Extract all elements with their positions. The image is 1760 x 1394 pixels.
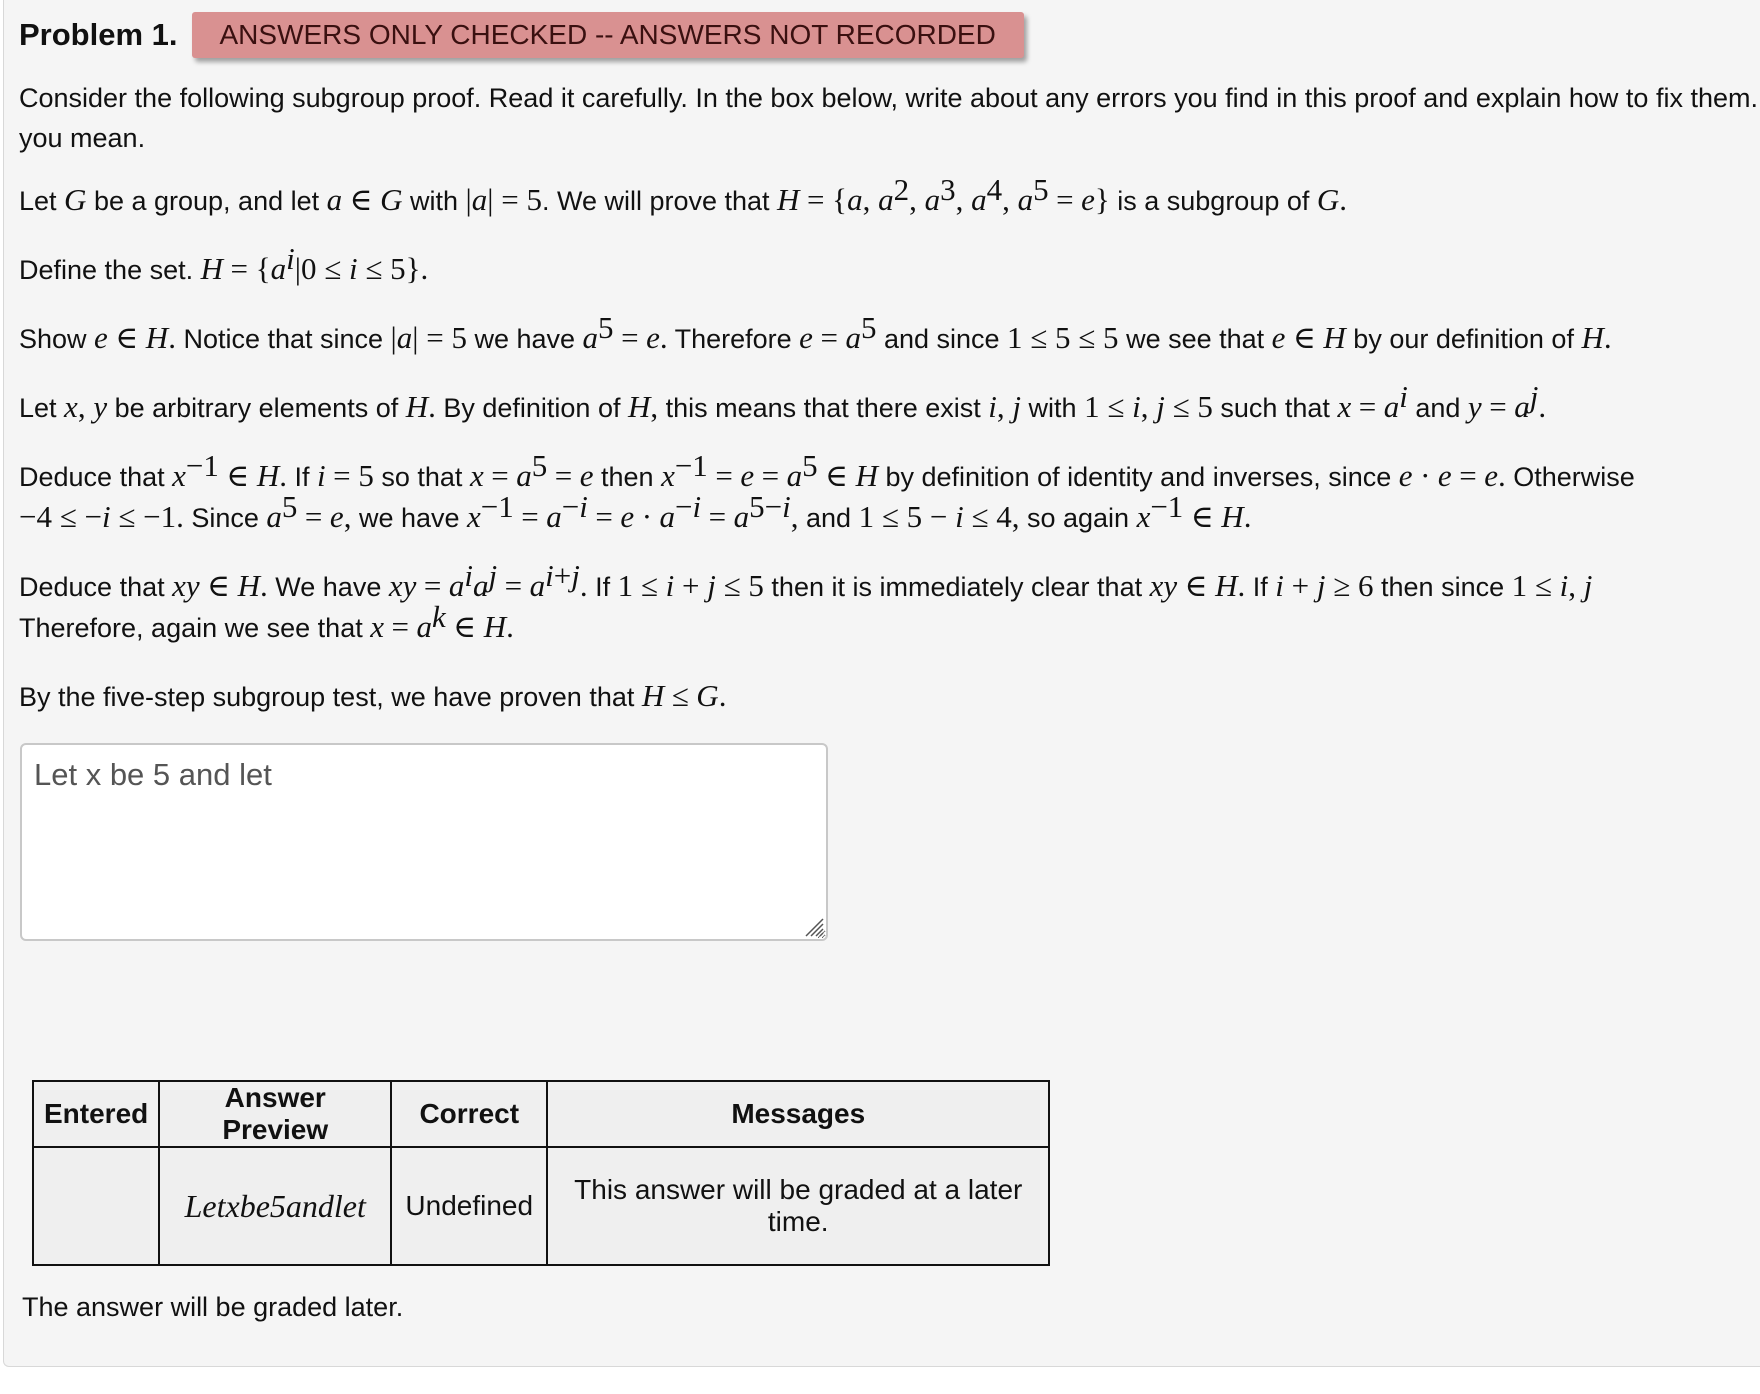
proof-conclusion: By the five-step subgroup test, we have proven that H ≤ G.: [19, 678, 727, 713]
proof-closure-line-1: Deduce that xy ∈ H. We have xy = $a^ia^j = a^{i+j}$. If 1 ≤ i + j ≤ 5 then it is immediately clear that xy ∈ H. If i + j ≥ 6 then since 1 ≤ i, j: [19, 558, 1593, 603]
cell-answer-preview: Letxbe5andlet: [159, 1147, 391, 1265]
graded-later-note: The answer will be graded later.: [22, 1292, 404, 1322]
table-row: [33, 1147, 1049, 1265]
cell-correct: Undefined: [391, 1147, 547, 1265]
proof-arbitrary-elements: Let x, y be arbitrary elements of H. By definition of H, this means that there exist i, j with 1 ≤ i, j ≤ 5 such that $x = a^i$ and $y = a^j$.: [19, 379, 1547, 424]
proof-closure-line-2: Therefore, again we see that $x = a^k$ ∈ H.: [19, 599, 514, 644]
proof-claim: Let G be a group, and let a ∈ G with |a| = 5. We will prove that H = {a, $a^2$, $a^3$, $a^4$, $a^5 = e$} is a subgroup of G.: [19, 172, 1348, 217]
cell-entered: [33, 1147, 159, 1265]
header-correct: Correct: [391, 1081, 547, 1147]
status-banner: ANSWERS ONLY CHECKED -- ANSWERS NOT RECORDED: [192, 12, 1024, 58]
problem-title: Problem 1.: [19, 17, 178, 52]
problem-header: [19, 10, 1024, 60]
header-messages: Messages: [547, 1081, 1049, 1147]
answer-textarea[interactable]: [20, 743, 828, 941]
proof-define-set: Define the set. $H = \{a^i|0 \le i \le 5\}$.: [19, 241, 429, 286]
proof-inverse-line-2: −4 ≤ −i ≤ −1. Since $a^5 = e$, we have $x^{-1} = a^{-i} = e \cdot a^{-i} = a^{5-i}$, and 1 ≤ 5 − i ≤ 4, so again $x^{-1}$ ∈ H.: [19, 489, 1252, 534]
header-entered: Entered: [33, 1081, 159, 1147]
cell-message: This answer will be graded at a later time.: [547, 1147, 1049, 1265]
proof-inverse-line-1: Deduce that $x^{-1}$ ∈ H. If i = 5 so that $x = a^5 = e$ then $x^{-1} = e = a^5$ ∈ H by definition of identity and inverses, since e · e = e. Otherwise: [19, 448, 1635, 493]
problem-statement: [19, 78, 1760, 717]
intro-line-2: you mean.: [19, 123, 146, 153]
header-answer-preview: Answer Preview: [159, 1081, 391, 1147]
intro-line-1: Consider the following subgroup proof. Read it carefully. In the box below, write about any errors you find in this proof and explain how to fix them.: [19, 83, 1758, 113]
resize-handle-icon[interactable]: [802, 915, 824, 937]
problem-panel: [3, 0, 1760, 1367]
proof-identity: Show e ∈ H. Notice that since |a| = 5 we have $a^5 = e$. Therefore $e = a^5$ and since 1 ≤ 5 ≤ 5 we see that e ∈ H by our definition of H.: [19, 310, 1612, 355]
table-header-row: [33, 1081, 1049, 1147]
results-table: [32, 1080, 1050, 1266]
